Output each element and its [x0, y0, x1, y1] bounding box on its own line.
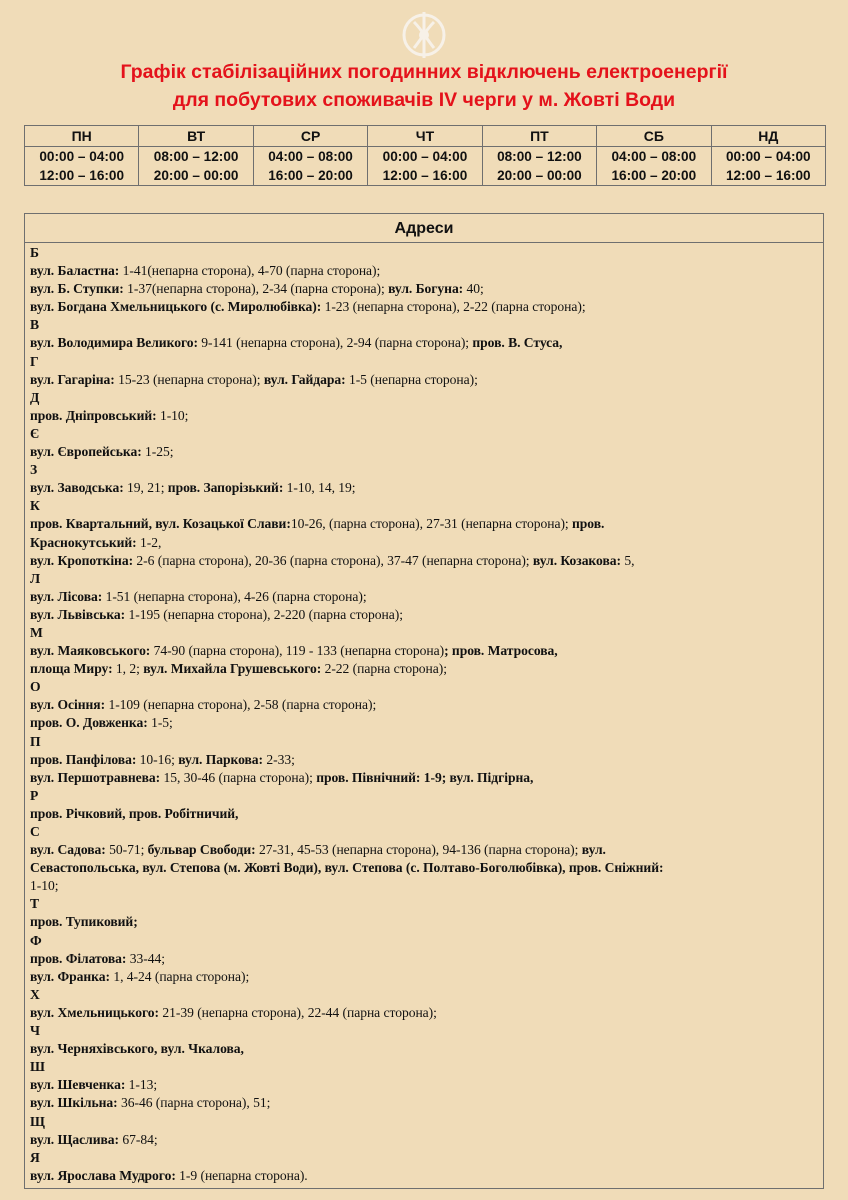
- time-slot: 12:00 – 16:00: [39, 168, 125, 183]
- house-numbers: 2-6 (парна сторона), 20-36 (парна сторона), 37-47 (непарна сторона);: [133, 552, 533, 568]
- house-numbers: 21-39 (непарна сторона), 22-44 (парна сторона);: [159, 1004, 437, 1020]
- street-name: вул. Хмельницького:: [30, 1004, 160, 1020]
- day-header-mon: ПН: [25, 126, 139, 147]
- house-numbers: 1-9 (непарна сторона).: [175, 1167, 308, 1183]
- house-numbers: 1, 2;: [112, 661, 144, 677]
- street-name: вул. Богдана Хмельницького (с. Миролюбівка):: [30, 299, 322, 315]
- house-numbers: 50-71;: [105, 842, 148, 858]
- address-line: [30, 1094, 823, 1112]
- alphabet-letter-heading: М: [30, 624, 43, 640]
- street-name: вул. Осіння:: [30, 697, 106, 713]
- house-numbers: 10-16;: [136, 751, 179, 767]
- street-name: пров.: [572, 516, 605, 532]
- street-name: вул. Першотравнева:: [30, 769, 161, 785]
- alphabet-letter-heading: Т: [30, 896, 40, 912]
- house-numbers: 9-141 (непарна сторона), 2-94 (парна сторона);: [197, 335, 473, 351]
- address-line: [30, 913, 823, 931]
- address-line: [30, 805, 823, 823]
- street-name: пров. В. Стуса,: [472, 335, 563, 351]
- address-line: [30, 1040, 823, 1058]
- time-cell-mon: [25, 147, 139, 186]
- alphabet-letter-heading: Ч: [30, 1023, 40, 1039]
- house-numbers: 1-23 (непарна сторона), 2-22 (парна сторона);: [321, 299, 586, 315]
- house-numbers: 15, 30-46 (парна сторона);: [160, 769, 317, 785]
- street-name: пров. Річковий, пров. Робітничий,: [30, 805, 239, 821]
- house-numbers: 2-33;: [263, 751, 295, 767]
- street-name: вул. Маяковського:: [30, 643, 151, 659]
- alphabet-letter-heading: С: [30, 824, 40, 839]
- alphabet-letter-heading: Щ: [30, 1113, 45, 1129]
- address-line: [30, 696, 823, 714]
- street-name: вул. Гайдара:: [263, 371, 346, 387]
- time-slot: 00:00 – 04:00: [39, 149, 125, 164]
- house-numbers: 74-90 (парна сторона), 119 - 133 (непарна сторона): [150, 643, 445, 659]
- alphabet-letter-heading: Х: [30, 986, 40, 1002]
- street-name: пров. Дніпровський:: [30, 407, 157, 423]
- street-name: вул. Щаслива:: [30, 1131, 119, 1147]
- street-name: вул. Гагаріна:: [30, 371, 115, 387]
- page-title: [0, 58, 848, 114]
- alphabet-letter-heading: Л: [30, 570, 41, 586]
- street-name: вул. Львівська:: [30, 606, 126, 622]
- alphabet-letter-heading: Ф: [30, 932, 42, 948]
- street-name: вул. Паркова:: [178, 751, 264, 767]
- street-name: пров. Запорізький:: [167, 480, 284, 496]
- street-name: пров. Панфілова:: [30, 751, 137, 767]
- addresses-heading: Адреси: [25, 214, 823, 243]
- street-name: вул. Шкільна:: [30, 1095, 118, 1111]
- day-header-sun: НД: [711, 126, 825, 147]
- street-name: вул. Франка:: [30, 968, 110, 984]
- address-line: [30, 479, 823, 497]
- house-numbers: 2-22 (парна сторона);: [321, 661, 447, 677]
- energy-company-logo-icon: [398, 8, 450, 60]
- street-name: площа Миру:: [30, 661, 113, 677]
- time-slot: 00:00 – 04:00: [725, 149, 811, 164]
- alphabet-letter-heading: З: [30, 462, 38, 478]
- house-numbers: 1-5 (непарна сторона);: [345, 371, 478, 387]
- house-numbers: 36-46 (парна сторона), 51;: [117, 1095, 271, 1111]
- street-name: вул. Європейська:: [30, 444, 142, 460]
- house-numbers: 1-195 (непарна сторона), 2-220 (парна сторона);: [125, 606, 403, 622]
- house-numbers: 15-23 (непарна сторона);: [114, 371, 264, 387]
- alphabet-letter-heading: Г: [30, 353, 39, 369]
- house-numbers: 1-41(непарна сторона), 4-70 (парна сторона);: [119, 263, 381, 279]
- address-line: [30, 642, 823, 660]
- address-line: [30, 1004, 823, 1022]
- address-line: [30, 877, 823, 895]
- address-line: [30, 334, 823, 352]
- schedule-times-row: [25, 147, 826, 186]
- alphabet-letter-heading: Д: [30, 389, 40, 405]
- house-numbers: 1-2,: [136, 534, 162, 550]
- street-name: вул. Богуна:: [388, 281, 464, 297]
- day-header-fri: ПТ: [482, 126, 596, 147]
- street-name: пров. Філатова:: [30, 950, 127, 966]
- alphabet-letter-heading: Б: [30, 245, 39, 260]
- house-numbers: 1-51 (непарна сторона), 4-26 (парна сторона);: [102, 588, 367, 604]
- address-line: [30, 751, 823, 769]
- address-line: [30, 552, 823, 570]
- title-line-2: для побутових споживачів IV черги у м. Жовті Води: [172, 89, 676, 111]
- day-header-thu: ЧТ: [368, 126, 482, 147]
- time-slot: 20:00 – 00:00: [153, 168, 239, 183]
- address-line: [30, 1076, 823, 1094]
- address-line: [30, 262, 823, 280]
- alphabet-letter-heading: О: [30, 679, 41, 695]
- house-numbers: 1-37(непарна сторона), 2-34 (парна сторона);: [123, 281, 389, 297]
- address-line: [30, 515, 823, 533]
- house-numbers: 10-26, (парна сторона), 27-31 (непарна сторона);: [290, 516, 573, 532]
- address-line: [30, 950, 823, 968]
- time-slot: 08:00 – 12:00: [497, 149, 582, 164]
- street-name: вул. Козакова:: [532, 552, 621, 568]
- street-name: Севастопольська, вул. Степова (м. Жовті Води), вул. Степова (с. Полтаво-Боголюбівка), пров. Сніжний:: [30, 860, 664, 876]
- street-name: вул. Б. Ступки:: [30, 281, 124, 297]
- street-name: вул. Володимира Великого:: [30, 335, 198, 351]
- time-cell-sat: [597, 147, 711, 186]
- alphabet-letter-heading: Р: [30, 787, 39, 803]
- time-slot: 12:00 – 16:00: [382, 168, 468, 183]
- street-name: вул. Баластна:: [30, 263, 120, 279]
- day-header-tue: ВТ: [139, 126, 253, 147]
- alphabet-letter-heading: К: [30, 498, 40, 514]
- time-slot: 00:00 – 04:00: [382, 149, 468, 164]
- time-slot: 20:00 – 00:00: [497, 168, 582, 183]
- time-slot: 08:00 – 12:00: [153, 149, 239, 164]
- time-slot: 04:00 – 08:00: [611, 149, 697, 164]
- house-numbers: 27-31, 45-53 (непарна сторона), 94-136 (парна сторона);: [255, 842, 582, 858]
- time-cell-fri: [482, 147, 596, 186]
- street-name: вул. Лісова:: [30, 588, 103, 604]
- time-cell-wed: [253, 147, 367, 186]
- time-slot: 04:00 – 08:00: [268, 149, 353, 164]
- address-line: [30, 714, 823, 732]
- time-cell-tue: [139, 147, 253, 186]
- time-slot: 16:00 – 20:00: [268, 168, 353, 183]
- house-numbers: 1-10;: [30, 878, 59, 894]
- address-line: [30, 968, 823, 986]
- address-line: [30, 443, 823, 461]
- street-name: вул. Ярослава Мудрого:: [30, 1167, 176, 1183]
- address-line: [30, 859, 823, 877]
- street-name: вул.: [581, 842, 606, 858]
- house-numbers: 5,: [620, 552, 635, 568]
- street-name: ; пров. Матросова,: [444, 643, 558, 659]
- alphabet-letter-heading: Я: [30, 1149, 40, 1165]
- alphabet-letter-heading: Ш: [30, 1059, 45, 1075]
- street-name: Краснокутський:: [30, 534, 137, 550]
- day-header-sat: СБ: [597, 126, 711, 147]
- house-numbers: 1-13;: [125, 1077, 158, 1093]
- street-name: вул. Заводська:: [30, 480, 124, 496]
- house-numbers: 1, 4-24 (парна сторона);: [109, 968, 250, 984]
- address-line: [30, 660, 823, 678]
- house-numbers: 1-5;: [147, 715, 173, 731]
- time-cell-thu: [368, 147, 482, 186]
- street-name: вул. Садова:: [30, 842, 106, 858]
- title-line-1: Графік стабілізаційних погодинних відключень електроенергії: [120, 61, 728, 83]
- addresses-list: [25, 243, 823, 1185]
- house-numbers: 1-10, 14, 19;: [283, 480, 356, 496]
- time-slot: 16:00 – 20:00: [611, 168, 697, 183]
- street-name: пров. Квартальний, вул. Козацької Слави:: [30, 516, 291, 532]
- address-line: [30, 841, 823, 859]
- house-numbers: 19, 21;: [123, 480, 168, 496]
- street-name: вул. Шевченка:: [30, 1077, 126, 1093]
- street-name: вул. Черняхівського, вул. Чкалова,: [30, 1041, 244, 1057]
- address-line: [30, 588, 823, 606]
- alphabet-letter-heading: Є: [30, 425, 40, 441]
- addresses-box: [24, 213, 824, 1189]
- street-name: вул. Кропоткіна:: [30, 552, 134, 568]
- house-numbers: 1-10;: [156, 407, 189, 423]
- time-slot: 12:00 – 16:00: [725, 168, 811, 183]
- house-numbers: 67-84;: [119, 1131, 158, 1147]
- house-numbers: 40;: [463, 281, 484, 297]
- street-name: пров. Тупиковий;: [30, 914, 138, 930]
- street-name: бульвар Свободи:: [147, 842, 256, 858]
- address-line: [30, 1131, 823, 1149]
- outage-schedule-table: [24, 125, 826, 186]
- street-name: пров. О. Довженка:: [30, 715, 148, 731]
- address-line: [30, 407, 823, 425]
- street-name: пров. Північний: 1-9; вул. Підгірна,: [316, 769, 534, 785]
- address-line: [30, 534, 823, 552]
- house-numbers: 1-25;: [141, 444, 174, 460]
- time-cell-sun: [711, 147, 825, 186]
- address-line: [30, 769, 823, 787]
- address-line: [30, 606, 823, 624]
- address-line: [30, 280, 823, 298]
- day-header-wed: СР: [253, 126, 367, 147]
- address-line: [30, 298, 823, 316]
- alphabet-letter-heading: П: [30, 733, 41, 749]
- street-name: вул. Михайла Грушевського:: [143, 661, 322, 677]
- house-numbers: 1-109 (непарна сторона), 2-58 (парна сторона);: [105, 697, 377, 713]
- schedule-header-row: [25, 126, 826, 147]
- address-line: [30, 1167, 823, 1185]
- alphabet-letter-heading: В: [30, 317, 40, 333]
- address-line: [30, 371, 823, 389]
- house-numbers: 33-44;: [126, 950, 165, 966]
